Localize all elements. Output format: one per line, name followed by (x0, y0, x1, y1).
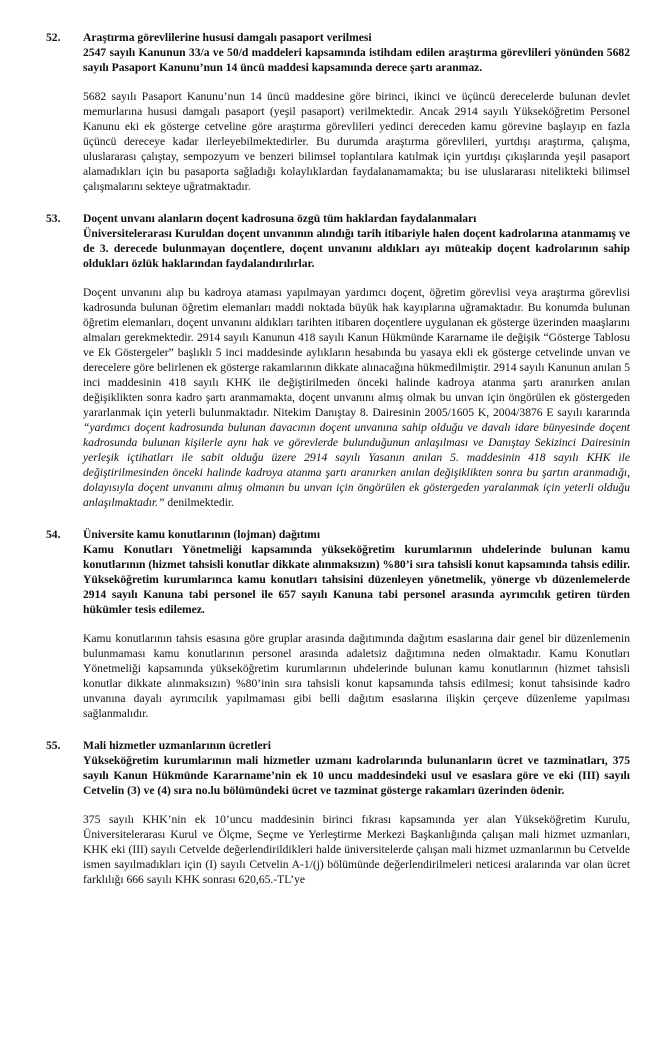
section-content (83, 738, 630, 887)
section-number: 55. (46, 739, 61, 752)
body-text: Doçent unvanını alıp bu kadroya ataması yapılmayan yardımcı doçent, öğretim görevlisi veya araştırma görevlisi kadrosunda bulunan öğretim elemanları maddi noktada büyük hak kayıplarına uğramaktadır. Bu konumda bulunan öğretim elemanları, doçent unvanını aldıkları tarihten itibaren doçentlere uygulanan ek gösterge üzerinden maaşlarını almaları gerekmektedir. 2914 sayılı Kanunun 418 sayılı Kanun Hükmünde Kararname ile değişik “Gösterge Tablosu ve Ek Göstergeler” başlıklı 5 inci maddesinde aylıkların hesabında bu yasaya ekli ek gösterge cetvelinde unvan ve derecelere göre belirlenen ek gösterge rakamlarının dikkate alınacağına hükmedilmiştir. 2914 sayılı Kanunun anılan 5 inci maddesinin 418 sayılı KHK ile değiştirilmeden önceki halinde kadroya atanma şartı aranırken anılan değişiklikten sonra kadro şartı aranmamakta, doçent unvanını almış olmak bu unvan için öngörülen ek göstergeden yararlanmak için yeterli bulunmaktadır. Nitekim Danıştay 8. Dairesinin 2005/1605 K, 2004/3876 E sayılı kararında (83, 286, 630, 419)
body-text: denilmektedir. (164, 496, 235, 509)
section-number: 52. (46, 31, 61, 44)
section-body (83, 812, 630, 887)
section-53 (46, 211, 630, 510)
section-lead: Üniversitelerarası Kuruldan doçent unvanının alındığı tarih itibariyle halen doçent kadrolarına atanmamış ve de 3. derecede bulunmayan doçentlere, doçent unvanını aldıkları ayı müteakip doçent kadrolarının sahip oldukları özlük haklarından faydalandırılırlar. (83, 227, 630, 270)
section-number: 53. (46, 212, 61, 225)
section-content (83, 211, 630, 510)
section-lead: 2547 sayılı Kanunun 33/a ve 50/d maddeleri kapsamında istihdam edilen araştırma görevlileri yönünden 5682 sayılı Pasaport Kanunu’nun 14 üncü maddesi kapsamında derece şartı aranmaz. (83, 46, 630, 74)
body-text: 375 sayılı KHK’nin ek 10’uncu maddesinin birinci fıkrası kapsamında yer alan Yükseköğretim Kurulu, Üniversitelerarası Kurul ve Ölçme, Seçme ve Yerleştirme Merkezi Başkanlığında çalışan mali hizmet uzmanları, KHK eki (III) sayılı Cetvelde değerlendirildikleri halde üniversitelerde çalışan mali hizmet uzmanlarının bu Cetvelde ismen sayılmadıkları için (I) sayılı Cetvelin A-1/(j) bölümünde değerlendirilmeleri neticesi aralarında var olan ücret farklılığı 666 sayılı KHK sonrası 620,65.-TL’ye (83, 813, 630, 886)
section-52 (46, 30, 630, 194)
section-body (83, 89, 630, 194)
body-quote-italic: “yardımcı doçent kadrosunda bulunan davacının doçent unvanına sahip olduğu ve davalı idare bünyesinde doçent kadrosunda bulunan kişilerle aynı hak ve görevlerde bulunduğunun anlaşılması ve Danıştay Sekizinci Dairesinin yerleşik içtihatları ile sabit olduğu üzere 2914 sayılı Yasanın anılan 5. maddesinin 418 sayılı KHK ile değiştirilmesinden önceki halinde kadroya atanma şartı aranırken anılan değişiklikten sonra bu şartın aranmadığı, dolayısıyla doçent unvanını almış olmanın bu unvan için öngörülen ek göstergeden yaralanmak için yeterli olduğu anlaşılmaktadır.” (83, 421, 630, 509)
section-54 (46, 527, 630, 721)
section-title: Üniversite kamu konutlarının (lojman) dağıtımı (83, 528, 321, 541)
section-55 (46, 738, 630, 887)
section-title: Araştırma görevlilerine hususi damgalı pasaport verilmesi (83, 31, 372, 44)
section-title: Doçent unvanı alanların doçent kadrosuna özgü tüm haklardan faydalanmaları (83, 212, 477, 225)
section-body (83, 631, 630, 721)
section-content (83, 30, 630, 194)
section-body (83, 285, 630, 510)
body-text: Kamu konutlarının tahsis esasına göre gruplar arasında dağıtımında dağıtım esaslarına dair genel bir düzenlemenin bulunmaması kamu konutlarının personel arasında adaletsiz dağıtımına neden olmaktadır. Kamu Konutları Yönetmeliği kapsamında yükseköğretim kurumlarının uhdelerinde bulunan kamu konutlarının (hizmet tahsisli konutlar dikkate alınmaksızın) %80’inin sıra tahsisli konut kapsamında tahsis edilmesi; konut tahsisinde kadro unvanına dayalı ayrımcılık yapılmaması gibi belli dağıtım esaslarına ilişkin çerçeve düzenleme yapılması sağlanmalıdır. (83, 632, 630, 720)
section-lead: Yükseköğretim kurumlarının mali hizmetler uzmanı kadrolarında bulunanların ücret ve tazminatları, 375 sayılı Kanun Hükmünde Kararname’nin ek 10 uncu maddesindeki usul ve esaslara göre ve eki (III) sayılı Cetvelin (3) ve (4) sıra no.lu bölümündeki ücret ve tazminat gösterge rakamları üzerinden ödenir. (83, 754, 630, 797)
section-content (83, 527, 630, 721)
section-lead: Kamu Konutları Yönetmeliği kapsamında yükseköğretim kurumlarının uhdelerinde bulunan kamu konutlarının (hizmet tahsisli konutlar dikkate alınmaksızın) %80’i sıra tahsisli konut kapsamında tahsis edilir. Yükseköğretim kurumlarınca kamu konutları tahsisini düzenleyen yönetmelik, yönerge vb düzenlemelerde 2914 sayılı Kanuna tabi personel ile 657 sayılı Kanuna tabi personel arasında ayrımcılık getiren türden hükümler tesis edilemez. (83, 543, 630, 616)
section-title: Mali hizmetler uzmanlarının ücretleri (83, 739, 271, 752)
section-number: 54. (46, 528, 61, 541)
body-text: 5682 sayılı Pasaport Kanunu’nun 14 üncü maddesine göre birinci, ikinci ve üçüncü derecelerde bulunan devlet memurlarına hususi damgalı pasaport (yeşil pasaport) verilmektedir. Ancak 2914 sayılı Yükseköğretim Personel Kanunu eki ek gösterge cetveline göre araştırma görevlileri yedinci dereceden kamu görevine başlayıp en fazla üçüncü dereceye kadar ilerleyebilmektedirler. Bu durumda araştırma görevlileri, yurtdışı araştırma, çalışma, uluslararası çalıştay, sempozyum ve benzeri bilimsel toplantılara katılmak için yurtdışı çıkışlarında yeşil pasaport alamadıkları için bu pasaporta sağladığı kolaylıklardan faydalanamamakta; bu ise uluslararası nitelikteki bilimsel çalışmalarını sekteye uğratmaktadır. (83, 90, 630, 193)
